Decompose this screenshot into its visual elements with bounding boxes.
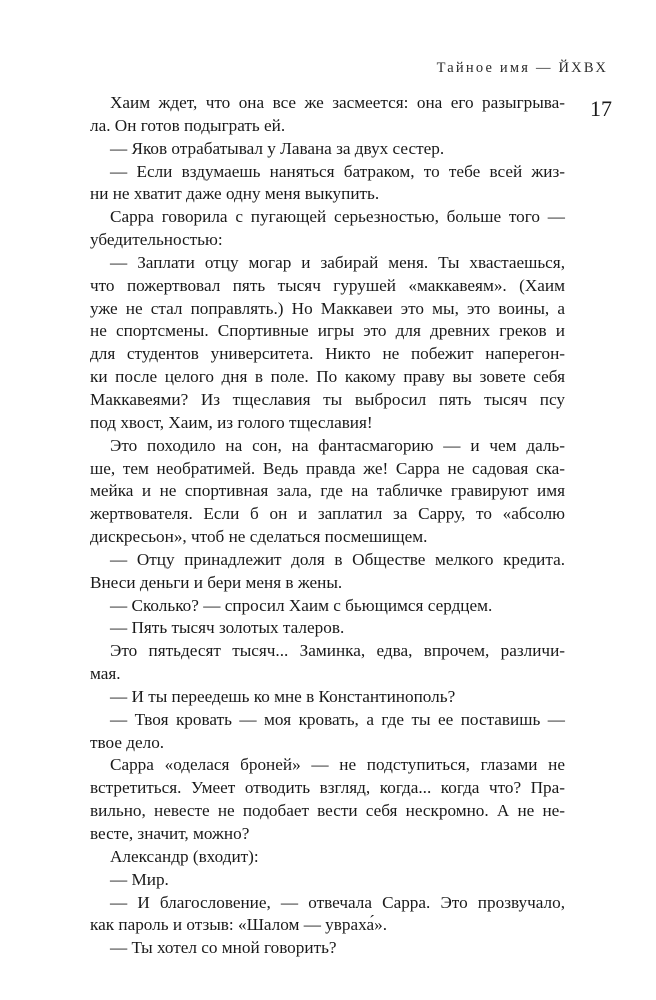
- text-line: Александр (входит):: [110, 846, 259, 866]
- paragraph: [90, 686, 565, 709]
- paragraph: [90, 846, 565, 869]
- text-line: как пароль и отзыв: «Шалом — увраха́».: [90, 915, 388, 935]
- text-line: уже не стал поправлять.) Но Маккавеи это мы, это воины, а: [90, 298, 565, 318]
- text-line: ше, тем необратимей. Ведь правда же! Сарра не садовая ска-: [90, 458, 565, 478]
- text-line: убедительностью:: [90, 230, 223, 250]
- text-line: Внеси деньги и бери меня в жены.: [90, 572, 343, 592]
- body-text: [90, 92, 565, 960]
- text-line: — Твоя кровать — моя кровать, а где ты ее поставишь —: [110, 709, 565, 729]
- text-line: встретиться. Умеет отводить взгляд, когда... когда что? Пра-: [90, 778, 565, 798]
- text-line: твое дело.: [90, 732, 165, 752]
- text-line: ни не хватит даже одну меня выкупить.: [90, 184, 380, 204]
- text-line: — Ты хотел со мной говорить?: [110, 938, 337, 958]
- paragraph: [90, 617, 565, 640]
- text-line: дискресьон», чтоб не сделаться посмешищем.: [90, 527, 428, 547]
- text-line: — И благословение, — отвечала Сарра. Это прозвучало,: [110, 892, 565, 912]
- text-line: Хаим ждет, что она все же засмеется: она его разыгрыва-: [110, 93, 565, 112]
- text-line: Маккавеями? Из тщеславия ты выбросил пять тысяч псу: [90, 389, 565, 409]
- text-line: — Яков отрабатывал у Лавана за двух сестер.: [110, 138, 445, 158]
- paragraph: [90, 937, 565, 960]
- paragraph: [90, 252, 565, 435]
- paragraph: [90, 161, 565, 207]
- text-line: вильно, невесте не подобает вести себя нескромно. А не не-: [90, 801, 565, 821]
- running-title: Тайное имя — ЙХВХ: [436, 60, 608, 76]
- paragraph: [90, 754, 565, 845]
- text-line: — Если вздумаешь наняться батраком, то тебе всей жиз-: [110, 161, 565, 181]
- text-line: ла. Он готов подыграть ей.: [90, 115, 286, 135]
- text-line: Это походило на сон, на фантасмагорию — и чем даль-: [110, 435, 565, 455]
- paragraph: [90, 595, 565, 618]
- text-line: — И ты переедешь ко мне в Константинополь?: [110, 686, 456, 706]
- text-line: Это пятьдесят тысяч... Заминка, едва, впрочем, различи-: [110, 641, 565, 661]
- text-line: не спортсмены. Спортивные игры это для древних греков и: [90, 321, 565, 341]
- text-line: для студентов университета. Никто не побежит наперегон-: [90, 344, 565, 364]
- paragraph: [90, 206, 565, 252]
- text-line: — Отцу принадлежит доля в Обществе мелкого кредита.: [110, 549, 565, 569]
- text-line: жертвователя. Если б он и заплатил за Сарру, то «абсолю: [90, 504, 565, 524]
- text-line: — Сколько? — спросил Хаим с бьющимся сердцем.: [110, 595, 493, 615]
- paragraph: [90, 138, 565, 161]
- paragraph: [90, 869, 565, 892]
- text-line: Сарра «оделася броней» — не подступиться, глазами не: [110, 755, 565, 775]
- paragraph: [90, 549, 565, 595]
- text-line: мейка и не спортивная зала, где на табличке гравируют имя: [90, 481, 565, 501]
- text-line: что пожертвовал пять тысяч гурушей «маккавеям». (Хаим: [90, 275, 565, 295]
- paragraph: [90, 92, 565, 138]
- paragraph: [90, 892, 565, 938]
- paragraph: [90, 709, 565, 755]
- text-line: — Пять тысяч золотых талеров.: [110, 618, 345, 638]
- text-line: — Мир.: [110, 869, 169, 889]
- text-line: — Заплати отцу могар и забирай меня. Ты хвастаешься,: [110, 252, 565, 272]
- paragraph: [90, 435, 565, 549]
- text-line: мая.: [90, 664, 121, 684]
- text-line: весте, значит, можно?: [90, 824, 250, 843]
- text-line: ки после целого дня в поле. По какому праву вы зовете себя: [90, 367, 565, 387]
- paragraph: [90, 640, 565, 686]
- text-line: Сарра говорила с пугающей серьезностью, больше того —: [110, 207, 565, 227]
- page-number: 17: [590, 96, 612, 121]
- text-line: под хвост, Хаим, из голого тщеславия!: [90, 412, 373, 432]
